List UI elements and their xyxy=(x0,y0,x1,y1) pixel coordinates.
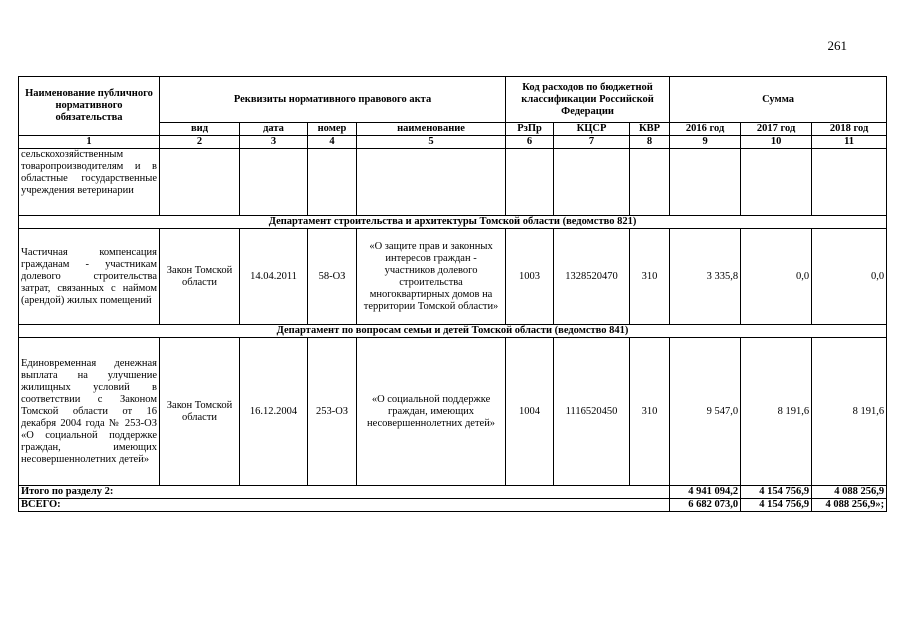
empty-cell xyxy=(630,149,670,216)
act-type: Закон Томской области xyxy=(160,229,240,325)
header-2016: 2016 год xyxy=(670,123,741,136)
obligation-name: Частичная компенсация гражданам - участникам долевого строительства затрат, связанных с наймом (арендой) жилых помещений xyxy=(19,229,160,325)
header-vid: вид xyxy=(160,123,240,136)
col-number: 7 xyxy=(554,136,630,149)
grand-total-label: ВСЕГО: xyxy=(19,499,670,512)
col-number: 5 xyxy=(357,136,506,149)
header-title: наименование xyxy=(357,123,506,136)
kcsr-code: 1116520450 xyxy=(554,338,630,486)
section-title: Департамент по вопросам семьи и детей Томской области (ведомство 841) xyxy=(19,325,887,338)
act-title: «О защите прав и законных интересов граждан - участников долевого строительства многоквартирных домов на территории Томской области» xyxy=(357,229,506,325)
obligation-name: Единовременная денежная выплата на улучшение жилищных условий в соответствии с Законом Томской области от 16 декабря 2004 года № 253-ОЗ «О социальной поддержке граждан, имеющих несовершеннолетних детей» xyxy=(19,338,160,486)
table-row xyxy=(19,229,887,325)
act-date: 16.12.2004 xyxy=(240,338,308,486)
continued-row xyxy=(19,149,887,216)
header-sum: Сумма xyxy=(670,77,887,123)
budget-table xyxy=(18,76,887,512)
continued-name: сельскохозяйственным товаропроизводителям и в областные государственные учреждения ветеринарии xyxy=(19,149,160,216)
kvr-code: 310 xyxy=(630,338,670,486)
act-number: 58-ОЗ xyxy=(308,229,357,325)
amount-2016: 9 547,0 xyxy=(670,338,741,486)
header-kcsr: КЦСР xyxy=(554,123,630,136)
subtotal-label: Итого по разделу 2: xyxy=(19,486,670,499)
empty-cell xyxy=(506,149,554,216)
header-requisites: Реквизиты нормативного правового акта xyxy=(160,77,506,123)
header-budget-code: Код расходов по бюджетной классификации Российской Федерации xyxy=(506,77,670,123)
section-header xyxy=(19,216,887,229)
act-type: Закон Томской области xyxy=(160,338,240,486)
empty-cell xyxy=(741,149,812,216)
rzpr-code: 1003 xyxy=(506,229,554,325)
grand-total-row xyxy=(19,499,887,512)
col-number: 4 xyxy=(308,136,357,149)
header-2018: 2018 год xyxy=(812,123,887,136)
header-name: Наименование публичного нормативного обязательства xyxy=(19,77,160,136)
rzpr-code: 1004 xyxy=(506,338,554,486)
header-2017: 2017 год xyxy=(741,123,812,136)
col-number: 11 xyxy=(812,136,887,149)
grand-total-2016: 6 682 073,0 xyxy=(670,499,741,512)
col-number: 6 xyxy=(506,136,554,149)
section-header xyxy=(19,325,887,338)
empty-cell xyxy=(812,149,887,216)
subtotal-2017: 4 154 756,9 xyxy=(741,486,812,499)
col-number: 8 xyxy=(630,136,670,149)
table-row xyxy=(19,338,887,486)
col-number: 2 xyxy=(160,136,240,149)
column-number-row xyxy=(19,136,887,149)
amount-2017: 0,0 xyxy=(741,229,812,325)
empty-cell xyxy=(240,149,308,216)
kcsr-code: 1328520470 xyxy=(554,229,630,325)
amount-2018: 0,0 xyxy=(812,229,887,325)
empty-cell xyxy=(308,149,357,216)
grand-total-2018: 4 088 256,9»; xyxy=(812,499,887,512)
col-number: 9 xyxy=(670,136,741,149)
empty-cell xyxy=(160,149,240,216)
kvr-code: 310 xyxy=(630,229,670,325)
page-number: 261 xyxy=(827,38,847,53)
header-kvr: КВР xyxy=(630,123,670,136)
col-number: 1 xyxy=(19,136,160,149)
amount-2017: 8 191,6 xyxy=(741,338,812,486)
subtotal-2016: 4 941 094,2 xyxy=(670,486,741,499)
subtotal-row xyxy=(19,486,887,499)
header-number: номер xyxy=(308,123,357,136)
act-number: 253-ОЗ xyxy=(308,338,357,486)
amount-2018: 8 191,6 xyxy=(812,338,887,486)
empty-cell xyxy=(554,149,630,216)
header-row-main xyxy=(19,77,887,123)
subtotal-2018: 4 088 256,9 xyxy=(812,486,887,499)
col-number: 3 xyxy=(240,136,308,149)
empty-cell xyxy=(670,149,741,216)
grand-total-2017: 4 154 756,9 xyxy=(741,499,812,512)
header-rzpr: РзПр xyxy=(506,123,554,136)
act-title: «О социальной поддержке граждан, имеющих несовершеннолетних детей» xyxy=(357,338,506,486)
section-title: Департамент строительства и архитектуры Томской области (ведомство 821) xyxy=(19,216,887,229)
amount-2016: 3 335,8 xyxy=(670,229,741,325)
col-number: 10 xyxy=(741,136,812,149)
act-date: 14.04.2011 xyxy=(240,229,308,325)
empty-cell xyxy=(357,149,506,216)
header-date: дата xyxy=(240,123,308,136)
